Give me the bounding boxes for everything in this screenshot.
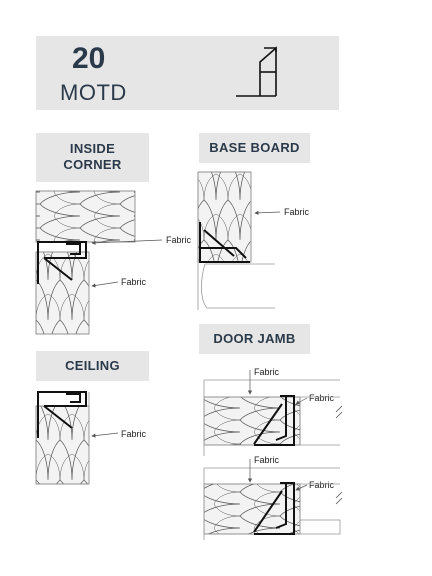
- profile-icon: [236, 48, 276, 96]
- product-number: 20: [72, 42, 106, 75]
- inside-corner-title-line2: CORNER: [63, 157, 122, 172]
- base-board-title: BASE BOARD: [209, 140, 300, 155]
- fabric-label-door-jamb-1-side: Fabric: [309, 393, 335, 403]
- door-jamb-title: DOOR JAMB: [213, 331, 296, 346]
- product-code: MOTD: [60, 80, 127, 105]
- base-board-drawing: [198, 172, 275, 310]
- fabric-label-door-jamb-2-top: Fabric: [254, 455, 280, 465]
- fabric-label-base-board: Fabric: [284, 207, 310, 217]
- fabric-label-inside-corner-top: Fabric: [166, 235, 192, 245]
- ceiling-title: CEILING: [65, 358, 120, 373]
- fabric-label-door-jamb-2-side: Fabric: [309, 480, 335, 490]
- fabric-label-inside-corner-side: Fabric: [121, 277, 147, 287]
- fabric-label-ceiling: Fabric: [121, 429, 147, 439]
- fabric-label-door-jamb-1-top: Fabric: [254, 367, 280, 377]
- inside-corner-title-line1: INSIDE: [69, 141, 116, 156]
